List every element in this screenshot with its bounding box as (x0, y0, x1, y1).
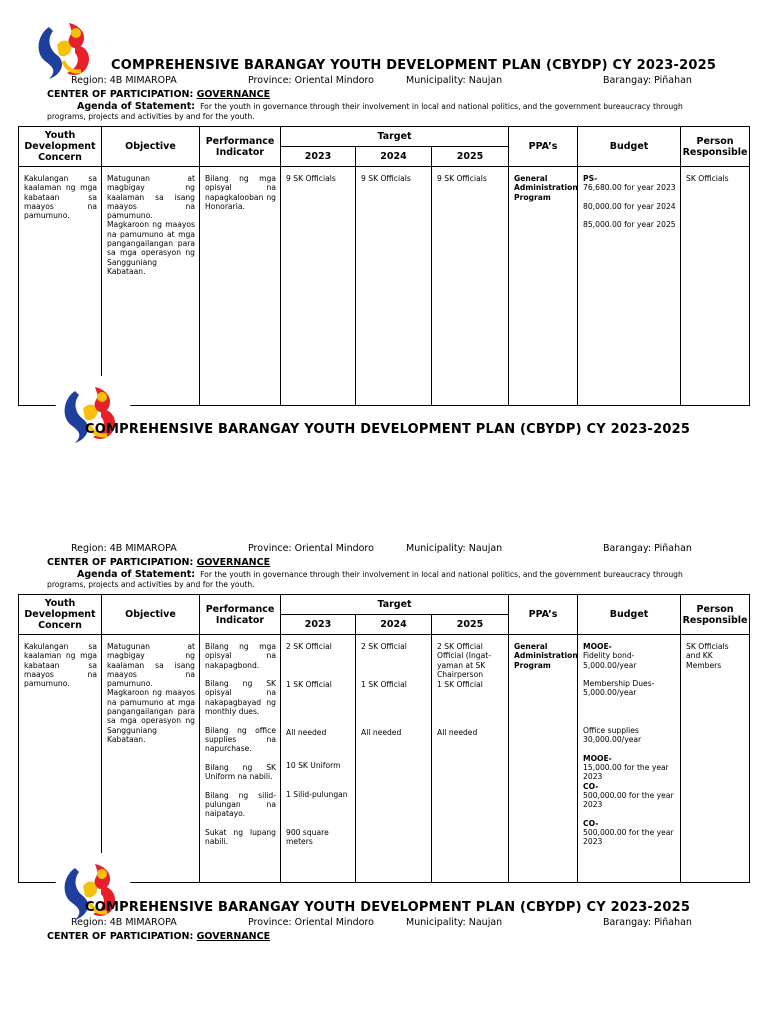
header-2024: 2024 (356, 615, 432, 635)
target-item: All needed (437, 728, 478, 737)
plan-title: COMPREHENSIVE BARANGAY YOUTH DEVELOPMENT PLAN (CBYDP) CY 2023-2025 (111, 58, 717, 73)
center-value: GOVERNANCE (196, 557, 271, 568)
budget-line: 76,680.00 for year 2023 (583, 183, 676, 193)
header-concern: Youth Development Concern (19, 127, 102, 167)
objective-cell: Matugunan at magbigay ng kaalaman sa isang maayos na pamumuno. Magkaroon ng maayos na pamumuno at mga pangangailangan para sa mga operasyon ng Sangguniang Kabataan. (102, 635, 200, 883)
target-2024-cell: 9 SK Officials (356, 167, 432, 406)
header-objective: Objective (102, 595, 200, 635)
agenda-text: For the youth in governance through their involvement in local and national politics, and the government bureaucracy through programs, projects and activities by and for the youth. (47, 570, 683, 589)
target-2025-cell: 9 SK Officials (432, 167, 509, 406)
target-item: All needed (361, 728, 402, 737)
agenda-label: Agenda of Statement: (77, 569, 196, 580)
plan-title: COMPREHENSIVE BARANGAY YOUTH DEVELOPMENT PLAN (CBYDP) CY 2023-2025 (85, 900, 691, 915)
indicator-item: Bilang ng silid-pulungan na naipatayo. (205, 790, 276, 819)
target-item: 2 SK Official Official (Ingat-yaman at SK Chairperson (437, 642, 491, 679)
plan-table-1 (18, 126, 750, 406)
budget-cell (578, 167, 681, 406)
agenda-statement (47, 102, 722, 122)
target-2023-cell (281, 635, 356, 883)
plan-title: COMPREHENSIVE BARANGAY YOUTH DEVELOPMENT PLAN (CBYDP) CY 2023-2025 (85, 422, 691, 437)
target-item: 10 SK Uniform (286, 761, 341, 770)
budget-mooe-label: MOOE- (583, 642, 612, 651)
header-budget: Budget (578, 127, 681, 167)
header-ppas: PPA’s (509, 127, 578, 167)
budget-line: 85,000.00 for year 2025 (583, 220, 676, 230)
table-row (19, 635, 750, 883)
budget-ps-label: PS- (583, 174, 598, 183)
province-label: Province: Oriental Mindoro (248, 543, 374, 554)
budget-co-label: CO- (583, 818, 599, 828)
header-indicator: Performance Indicator (200, 127, 281, 167)
target-item: All needed (286, 728, 327, 737)
objective-cell: Matugunan at magbigay ng kaalaman sa isang maayos na pamumuno. Magkaroon ng maayos na pamumuno at mga pangangailangan para sa mga operasyon ng Sangguniang Kabataan. (102, 167, 200, 406)
center-of-participation (47, 931, 270, 942)
plan-table-2 (18, 594, 750, 883)
target-item: 1 SK Official (286, 680, 332, 689)
header-person: Person Responsible (681, 127, 750, 167)
center-label: CENTER OF PARTICIPATION: (47, 557, 194, 568)
budget-co-label: CO- (583, 781, 599, 791)
header-2025: 2025 (432, 615, 509, 635)
header-2023: 2023 (281, 147, 356, 167)
budget-line: 15,000.00 for the year 2023 (583, 762, 669, 782)
budget-line: 500,000.00 for the year 2023 (583, 790, 674, 810)
header-2024: 2024 (356, 147, 432, 167)
header-budget: Budget (578, 595, 681, 635)
header-target: Target (281, 127, 509, 147)
barangay-label: Barangay: Piñahan (603, 75, 692, 86)
indicator-item: Bilang ng office supplies na napurchase. (205, 725, 276, 754)
target-item: 1 SK Official (361, 680, 407, 689)
budget-line: 80,000.00 for year 2024 (583, 201, 676, 211)
center-value: GOVERNANCE (196, 89, 271, 100)
municipality-label: Municipality: Naujan (406, 75, 503, 86)
concern-cell: Kakulangan sa kaalaman ng mga kabataan sa maayos na pamumuno. (19, 635, 102, 883)
ppa-cell: General Administration Program (509, 635, 578, 883)
person-cell: SK Officials (681, 167, 750, 406)
barangay-label: Barangay: Piñahan (603, 917, 692, 928)
indicator-item: Bilang ng SK opisyal na nakapagbayad ng monthly dues. (205, 679, 276, 717)
municipality-label: Municipality: Naujan (406, 917, 503, 928)
budget-line: 500,000.00 for the year 2023 (583, 828, 674, 847)
header-2023: 2023 (281, 615, 356, 635)
indicator-item: Bilang ng SK Uniform na nabili. (205, 762, 276, 782)
agenda-label: Agenda of Statement: (77, 101, 196, 112)
person-cell: SK Officials and KK Members (681, 635, 750, 883)
province-label: Province: Oriental Mindoro (248, 917, 374, 928)
center-value: GOVERNANCE (196, 931, 271, 942)
header-concern: Youth Development Concern (19, 595, 102, 635)
header-ppas: PPA’s (509, 595, 578, 635)
center-label: CENTER OF PARTICIPATION: (47, 931, 194, 942)
region-label: Region: 4B MIMAROPA (71, 917, 177, 928)
barangay-label: Barangay: Piñahan (603, 543, 692, 554)
center-of-participation (47, 557, 270, 568)
budget-line: Membership Dues- 5,000.00/year (583, 679, 655, 698)
header-indicator: Performance Indicator (200, 595, 281, 635)
header-2025: 2025 (432, 147, 509, 167)
target-item: 2 SK Official (361, 642, 407, 651)
header-objective: Objective (102, 127, 200, 167)
agenda-text: For the youth in governance through their involvement in local and national politics, and the government bureaucracy through programs, projects and activities by and for the youth. (47, 102, 683, 121)
indicator-cell: Bilang ng mga opisyal na napagkalooban ng Honoraria. (200, 167, 281, 406)
center-label: CENTER OF PARTICIPATION: (47, 89, 194, 100)
agenda-statement (47, 570, 722, 590)
ppa-cell: General Administration Program (509, 167, 578, 406)
municipality-label: Municipality: Naujan (406, 543, 503, 554)
target-item: 1 SK Official (437, 680, 483, 689)
region-label: Region: 4B MIMAROPA (71, 75, 177, 86)
target-2025-cell (432, 635, 509, 883)
indicator-item: Sukat ng lupang nabili. (205, 827, 276, 847)
target-2024-cell (356, 635, 432, 883)
budget-line: Office supplies 30,000.00/year (583, 725, 642, 745)
target-item: 900 square meters (286, 828, 329, 847)
budget-cell (578, 635, 681, 883)
center-of-participation (47, 89, 270, 100)
target-item: 1 Silid-pulungan (286, 790, 348, 799)
target-2023-cell: 9 SK Officials (281, 167, 356, 406)
target-item: 2 SK Official (286, 642, 332, 651)
indicator-item: Bilang ng mga opisyal na nakapagbond. (205, 642, 276, 670)
region-label: Region: 4B MIMAROPA (71, 543, 177, 554)
budget-line: Fidelity bond- 5,000.00/year (583, 651, 637, 670)
province-label: Province: Oriental Mindoro (248, 75, 374, 86)
header-person: Person Responsible (681, 595, 750, 635)
header-target: Target (281, 595, 509, 615)
concern-cell: Kakulangan sa kaalaman ng mga kabataan sa maayos na pamumuno. (19, 167, 102, 406)
table-row (19, 167, 750, 406)
sk-logo (53, 373, 133, 453)
indicator-cell (200, 635, 281, 883)
budget-mooe-label: MOOE- (583, 753, 612, 763)
